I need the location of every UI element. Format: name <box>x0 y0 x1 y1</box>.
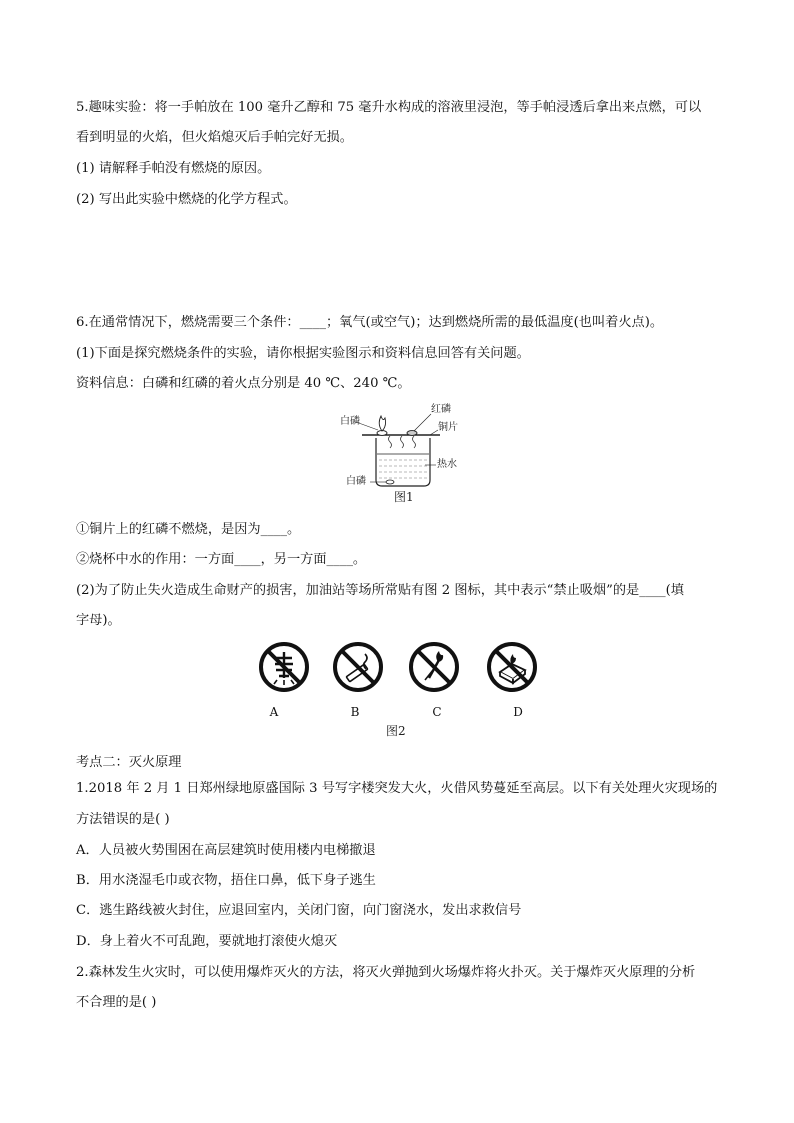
s2-q2-line2: 不合理的是( ) <box>76 995 157 1010</box>
q6-info: 资料信息：白磷和红磷的着火点分别是 40 ℃、240 ℃。 <box>76 376 411 391</box>
s2-q1-option-c: C．逃生路线被火封住，应退回室内，关闭门窗，向门窗浇水，发出求救信号 <box>76 903 522 918</box>
q6-sub1: (1)下面是探究燃烧条件的实验，请你根据实验图示和资料信息回答有关问题。 <box>76 346 530 361</box>
q6-sub2-line2: 字母)。 <box>76 613 121 628</box>
q5-sub1: (1) 请解释手帕没有燃烧的原因。 <box>76 161 271 176</box>
label-red-phosphorus: 红磷 <box>431 404 451 415</box>
q5-sub2: (2) 写出此实验中燃烧的化学方程式。 <box>76 192 297 207</box>
q6-text-line1: 6.在通常情况下，燃烧需要三个条件：____；氧气(或空气)；达到燃烧所需的最低温度(也叫着火点)。 <box>76 315 664 330</box>
figure-1-caption: 图1 <box>394 490 414 504</box>
s2-q1-option-b: B．用水浇湿毛巾或衣物，捂住口鼻，低下身子逃生 <box>76 873 376 888</box>
sign-label-a: A <box>269 705 279 719</box>
figure-1-apparatus <box>332 402 462 506</box>
q5-text-line1: 5.趣味实验：将一手帕放在 100 毫升乙醇和 75 毫升水构成的溶液里浸泡，等手帕浸透后拿出来点燃，可以 <box>76 100 702 115</box>
s2-q1-option-a: A．人员被火势围困在高层建筑时使用楼内电梯撤退 <box>76 843 376 858</box>
label-copper-sheet: 铜片 <box>438 422 458 433</box>
sign-label-c: C <box>432 705 442 719</box>
s2-q1-line1: 1.2018 年 2 月 1 日郑州绿地原盛国际 3 号写字楼突发大火，火借风势蔓延至高层。以下有关处理火灾现场的 <box>76 781 718 796</box>
label-white-phosphorus-bottom: 白磷 <box>346 476 366 487</box>
q5-text-line2: 看到明显的火焰，但火焰熄灭后手帕完好无损。 <box>76 130 353 145</box>
sign-d-no-open-flame-icon <box>485 640 539 694</box>
q6-question-b: ②烧杯中水的作用：一方面____，另一方面____。 <box>76 552 367 567</box>
s2-q2-line1: 2.森林发生火灾时，可以使用爆炸灭火的方法，将灭火弹抛到火场爆炸将火扑灭。关于爆炸灭火原理的分析 <box>76 965 696 980</box>
sign-b-no-smoking-icon <box>331 640 385 694</box>
sign-a-no-fireworks-icon <box>257 640 311 694</box>
label-white-phosphorus-top: 白磷 <box>340 416 360 427</box>
figure-2-caption: 图2 <box>386 724 406 738</box>
s2-q1-line2: 方法错误的是( ) <box>76 812 170 827</box>
sign-label-b: B <box>350 705 360 719</box>
sign-label-d: D <box>513 705 523 719</box>
q6-sub2-line1: (2)为了防止失火造成生命财产的损害，加油站等场所常贴有图 2 图标，其中表示“禁止吸烟”的是____(填 <box>76 583 684 598</box>
s2-q1-option-d: D．身上着火不可乱跑，要就地打滚使火熄灭 <box>76 934 338 949</box>
label-hot-water: 热水 <box>437 459 457 470</box>
sign-c-no-lighter-icon <box>407 640 461 694</box>
section-2-title: 考点二：灭火原理 <box>76 755 182 770</box>
q6-question-a: ①铜片上的红磷不燃烧，是因为____。 <box>76 522 301 537</box>
